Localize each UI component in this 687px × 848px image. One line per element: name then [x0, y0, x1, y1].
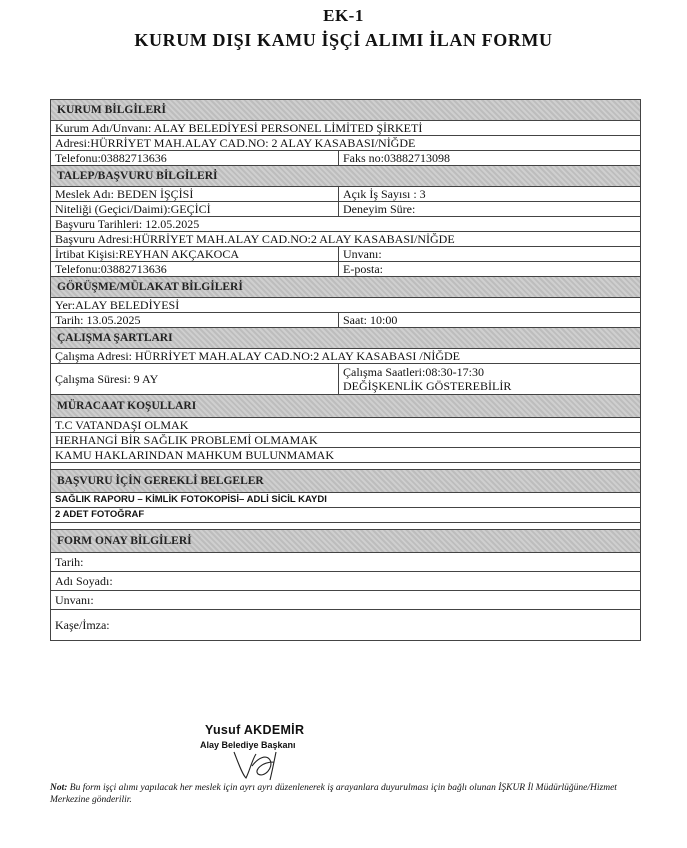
- talep-contact: İrtibat Kişisi:REYHAN AKÇAKOCA: [51, 247, 339, 261]
- talep-experience: Deneyim Süre:: [343, 202, 416, 216]
- talep-nature: Niteliği (Geçici/Daimi):GEÇİCİ: [51, 202, 339, 216]
- muracaat-item: HERHANGİ BİR SAĞLIK PROBLEMİ OLMAMAK: [55, 433, 318, 447]
- signer-name: Yusuf AKDEMİR: [205, 723, 305, 737]
- calisma-address: Çalışma Adresi: HÜRRİYET MAH.ALAY CAD.NO:2 ALAY KASABASI /NİĞDE: [55, 349, 461, 363]
- belgeler-item: 2 ADET FOTOĞRAF: [55, 509, 145, 520]
- talep-title-field: Unvanı:: [343, 247, 382, 261]
- section-talep-header: TALEP/BAŞVURU BİLGİLERİ: [51, 166, 640, 187]
- calisma-hours-line1: Çalışma Saatleri:08:30-17:30: [343, 365, 484, 379]
- form-table: [50, 99, 641, 641]
- kurum-name: Kurum Adı/Unvanı: ALAY BELEDİYESİ PERSONEL LİMİTED ŞİRKETİ: [55, 121, 423, 135]
- section-belgeler-header: BAŞVURU İÇİN GEREKLİ BELGELER: [51, 470, 640, 493]
- calisma-hours: [339, 364, 640, 394]
- talep-job: Meslek Adı: BEDEN İŞÇİSİ: [51, 187, 339, 201]
- gorusme-place: Yer:ALAY BELEDİYESİ: [55, 298, 180, 312]
- section-gorusme-header: GÖRÜŞME/MÜLAKAT BİLGİLERİ: [51, 277, 640, 298]
- talep-email: E-posta:: [343, 262, 383, 276]
- gorusme-time: Saat: 10:00: [343, 313, 398, 327]
- muracaat-item: T.C VATANDAŞI OLMAK: [55, 418, 189, 432]
- kurum-fax: Faks no:03882713098: [343, 151, 451, 165]
- calisma-duration: Çalışma Süresi: 9 AY: [51, 364, 339, 394]
- talep-dates: Başvuru Tarihleri: 12.05.2025: [55, 217, 200, 231]
- talep-address: Başvuru Adresi:HÜRRİYET MAH.ALAY CAD.NO:2 ALAY KASABASI/NİĞDE: [55, 232, 455, 246]
- kurum-address: Adresi:HÜRRİYET MAH.ALAY CAD.NO: 2 ALAY KASABASI/NİĞDE: [55, 136, 416, 150]
- signature-icon: [230, 748, 290, 782]
- note-text: Bu form işçi alımı yapılacak her meslek için ayrı ayrı düzenlenerek iş arayanlara duyurulması için bağlı olunan İŞKUR İl Müdürlüğüne/Hizmet Merkezine gönderilir.: [50, 783, 617, 805]
- onay-date: Tarih:: [55, 555, 84, 569]
- onay-title: Unvanı:: [55, 593, 94, 607]
- belgeler-item: SAĞLIK RAPORU – KİMLİK FOTOKOPİSİ– ADLİ SİCİL KAYDI: [55, 494, 327, 505]
- gorusme-date: Tarih: 13.05.2025: [51, 313, 339, 327]
- muracaat-spacer: [51, 463, 640, 470]
- calisma-hours-line2: DEĞİŞKENLİK GÖSTEREBİLİR: [343, 379, 512, 393]
- note-label: Not:: [50, 783, 68, 793]
- section-onay-header: FORM ONAY BİLGİLERİ: [51, 530, 640, 553]
- form-title: KURUM DIŞI KAMU İŞÇİ ALIMI İLAN FORMU: [134, 30, 553, 50]
- signer-title: Alay Belediye Başkanı: [200, 740, 296, 750]
- footer-note: [50, 782, 650, 806]
- kurum-phone: Telefonu:03882713636: [51, 151, 339, 165]
- talep-phone: Telefonu:03882713636: [51, 262, 339, 276]
- onay-stamp: Kaşe/İmza:: [55, 618, 110, 632]
- belgeler-spacer: [51, 523, 640, 530]
- onay-name: Adı Soyadı:: [55, 574, 113, 588]
- talep-openings: Açık İş Sayısı : 3: [343, 187, 426, 201]
- muracaat-item: KAMU HAKLARINDAN MAHKUM BULUNMAMAK: [55, 448, 334, 462]
- section-muracaat-header: MÜRACAAT KOŞULLARI: [51, 395, 640, 418]
- annex-label: EK-1: [323, 6, 364, 25]
- section-calisma-header: ÇALIŞMA ŞARTLARI: [51, 328, 640, 349]
- section-kurum-header: KURUM BİLGİLERİ: [51, 100, 640, 121]
